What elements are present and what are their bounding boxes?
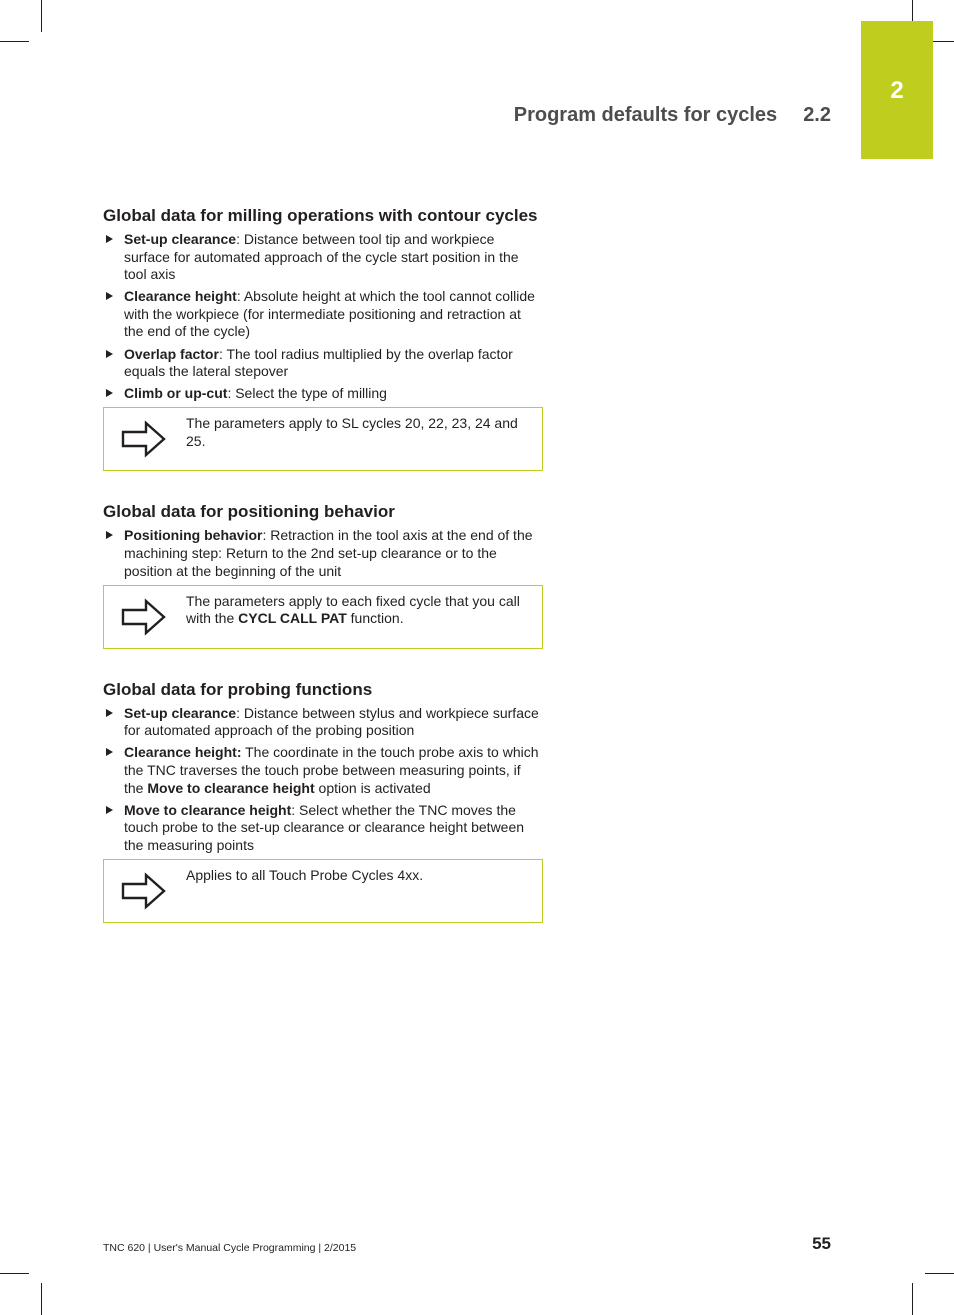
chapter-number: 2	[890, 77, 904, 104]
bullet-triangle-icon	[106, 806, 113, 814]
note-text-after: function.	[346, 610, 404, 627]
item-term: Positioning behavior	[124, 527, 263, 544]
item-term: Set-up clearance	[124, 231, 237, 247]
item-text: : Distance between tool tip and workpiece surface for automated approach of the cycle start position in the tool axis	[124, 231, 519, 283]
list-item	[103, 346, 543, 381]
item-term-inline: Move to clearance height	[147, 779, 315, 796]
item-term: Set-up clearance	[124, 704, 237, 721]
list-item	[103, 288, 543, 341]
note-arrow-icon	[121, 597, 167, 637]
item-text: : Absolute height at which the tool cannot collide with the workpiece (for intermediate positioning and retraction at the end of the cycle)	[124, 288, 535, 340]
bullet-triangle-icon	[106, 709, 113, 717]
item-term: Overlap factor	[124, 345, 219, 362]
item-text: : Select the type of milling	[227, 385, 387, 402]
header-title: Program defaults for cycles	[513, 104, 778, 126]
bullet-triangle-icon	[106, 748, 113, 756]
item-text: : Distance between stylus and workpiece surface for automated approach of the probing position	[124, 704, 539, 739]
note-code: CYCL CALL PAT	[238, 610, 347, 627]
bullet-triangle-icon	[106, 235, 113, 243]
list-item	[103, 802, 543, 855]
bullet-list	[103, 527, 543, 580]
list-item	[103, 705, 543, 740]
main-content	[103, 205, 543, 923]
note-text: The parameters apply to SL cycles 20, 22, 23, 24 and 25.	[186, 415, 518, 449]
note-text-before: The parameters apply to each fixed cycle that you call with the	[186, 592, 520, 627]
crop-mark	[41, 1283, 42, 1315]
bullet-list	[103, 231, 543, 403]
page-number: 55	[812, 1234, 831, 1253]
note-arrow-icon	[121, 419, 167, 459]
section-heading: Global data for probing functions	[103, 679, 373, 699]
note-box	[103, 859, 543, 923]
header-section-number: 2.2	[803, 104, 831, 126]
item-term: Clearance height:	[124, 744, 242, 761]
item-text: option is activated	[314, 779, 431, 796]
list-item	[103, 231, 543, 284]
note-text	[186, 593, 534, 628]
bullet-triangle-icon	[106, 531, 113, 539]
bullet-list	[103, 705, 543, 855]
bullet-triangle-icon	[106, 350, 113, 358]
item-term: Move to clearance height	[124, 801, 292, 818]
bullet-triangle-icon	[106, 292, 113, 300]
note-box	[103, 585, 543, 649]
item-term: Clearance height	[124, 288, 237, 305]
note-arrow-icon	[121, 871, 167, 911]
item-text: : Select whether the TNC moves the touch probe to the set-up clearance or clearance height between the measuring points	[124, 801, 525, 853]
chapter-tab	[861, 21, 933, 159]
bullet-triangle-icon	[106, 389, 113, 397]
section-heading: Global data for positioning behavior	[103, 502, 395, 522]
item-text: : The tool radius multiplied by the overlap factor equals the lateral stepover	[124, 345, 513, 380]
item-term: Climb or up-cut	[124, 385, 228, 402]
item-text: The coordinate in the touch probe axis to which the TNC traverses the touch probe between measuring points, if the	[124, 744, 539, 796]
note-box	[103, 407, 543, 471]
crop-mark	[0, 41, 29, 42]
section-heading: Global data for milling operations with contour cycles	[103, 206, 538, 225]
crop-mark	[41, 0, 42, 32]
footer-text: TNC 620 | User's Manual Cycle Programming | 2/2015	[103, 1242, 357, 1254]
crop-mark	[0, 1273, 29, 1274]
list-item	[103, 744, 543, 797]
list-item	[103, 385, 543, 403]
item-text: : Retraction in the tool axis at the end of the machining step: Return to the 2nd set-up clearance or to the position at the beginning of the unit	[124, 527, 533, 579]
list-item	[103, 527, 543, 580]
note-text: Applies to all Touch Probe Cycles 4xx.	[186, 866, 424, 883]
crop-mark	[912, 1283, 913, 1315]
crop-mark	[925, 1273, 954, 1274]
running-header	[440, 104, 831, 127]
